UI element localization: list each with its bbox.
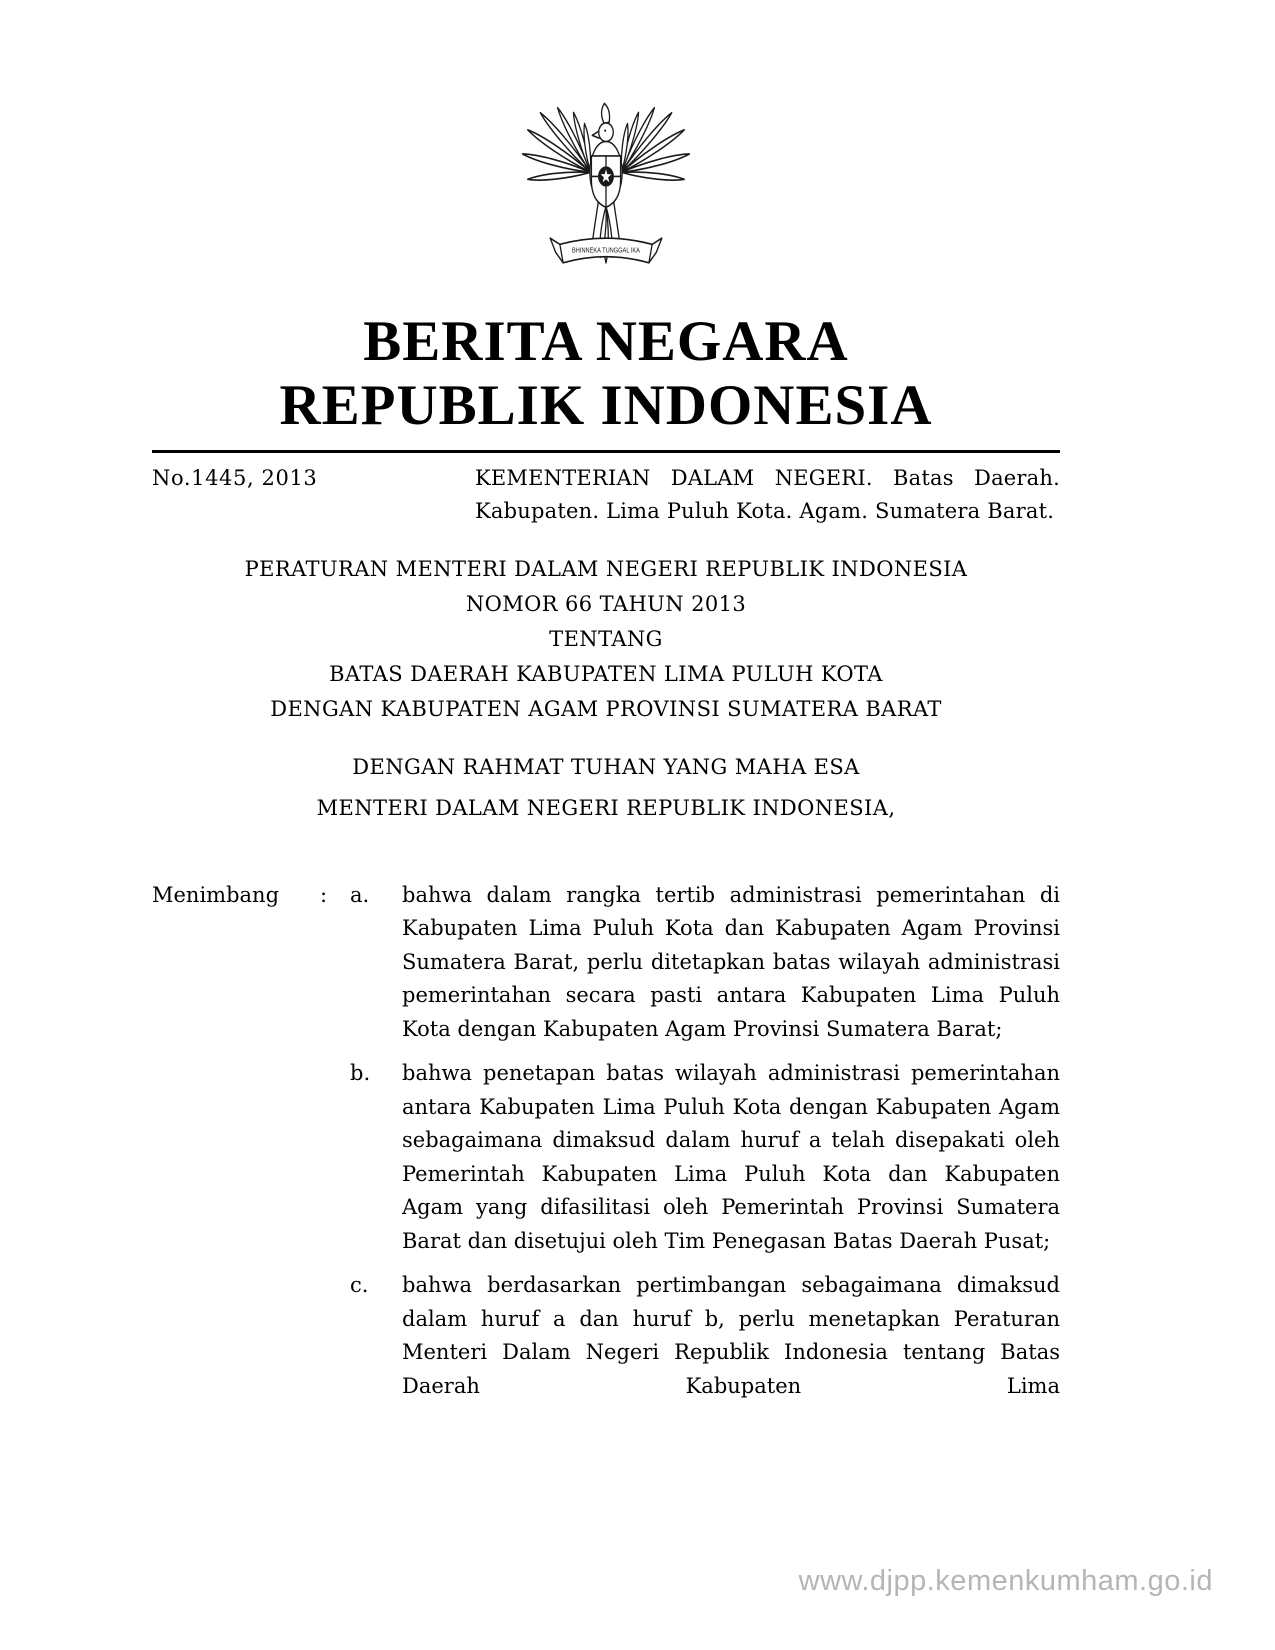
considerations-label: Menimbang bbox=[152, 882, 280, 907]
consideration-letter: a. bbox=[350, 882, 370, 907]
masthead-rule bbox=[152, 450, 1060, 453]
consideration-item-b bbox=[350, 1057, 1060, 1258]
consideration-text: bahwa berdasarkan pertimbangan sebagaimana dimaksud dalam huruf a dan huruf b, perlu menetapkan Peraturan Menteri Dalam Negeri Republik Indonesia tentang Batas Daerah Kabupaten Lima bbox=[402, 1273, 1060, 1398]
footer-watermark: www.djpp.kemenkumham.go.id bbox=[798, 1565, 1213, 1597]
regulation-subject-line2: DENGAN KABUPATEN AGAM PROVINSI SUMATERA BARAT bbox=[270, 696, 942, 721]
tentang-label: TENTANG bbox=[549, 626, 663, 651]
gazette-subject: KEMENTERIAN DALAM NEGERI. Batas Daerah. Kabupaten. Lima Puluh Kota. Agam. Sumatera Barat. bbox=[475, 465, 1060, 523]
consideration-letter: c. bbox=[350, 1273, 369, 1298]
masthead-title-line2: REPUBLIK INDONESIA bbox=[279, 373, 933, 437]
invocation-block bbox=[152, 747, 1060, 829]
emblem-motto: BHINNEKA TUNGGAL IKA bbox=[572, 247, 640, 255]
consideration-text: bahwa dalam rangka tertib administrasi pemerintahan di Kabupaten Lima Puluh Kota dan Kabupaten Agam Provinsi Sumatera Barat, perlu ditetapkan batas wilayah administrasi pemerintahan secara pasti antara Kabupaten Lima Puluh Kota dengan Kabupaten Agam Provinsi Sumatera Barat; bbox=[402, 882, 1060, 1041]
regulation-title-block bbox=[152, 552, 1060, 727]
gazette-number: No.1445, 2013 bbox=[152, 465, 318, 490]
emblem-container bbox=[152, 0, 1060, 272]
gazette-masthead bbox=[152, 310, 1060, 438]
masthead-title-line1: BERITA NEGARA bbox=[363, 310, 849, 373]
considerations-section bbox=[152, 879, 1060, 1415]
invocation-line1: DENGAN RAHMAT TUHAN YANG MAHA ESA bbox=[352, 754, 860, 779]
garuda-pancasila-icon bbox=[521, 88, 691, 268]
consideration-item-c bbox=[350, 1269, 1060, 1403]
considerations-items bbox=[350, 879, 1060, 1415]
invocation-line2: MENTERI DALAM NEGERI REPUBLIK INDONESIA, bbox=[316, 795, 896, 820]
regulation-number-line: NOMOR 66 TAHUN 2013 bbox=[465, 591, 747, 616]
consideration-item-a bbox=[350, 879, 1060, 1047]
regulation-title-line1: PERATURAN MENTERI DALAM NEGERI REPUBLIK INDONESIA bbox=[244, 556, 968, 581]
consideration-letter: b. bbox=[350, 1061, 371, 1086]
regulation-subject-line1: BATAS DAERAH KABUPATEN LIMA PULUH KOTA bbox=[329, 661, 883, 686]
consideration-text: bahwa penetapan batas wilayah administrasi pemerintahan antara Kabupaten Lima Puluh Kota dengan Kabupaten Agam sebagaimana dimaksud dalam huruf a telah disepakati oleh Pemerintah Kabupaten Lima Puluh Kota dan Kabupaten Agam yang difasilitasi oleh Pemerintah Provinsi Sumatera Barat dan disetujui oleh Tim Penegasan Batas Daerah Pusat; bbox=[402, 1061, 1060, 1253]
gazette-header-row bbox=[152, 462, 1060, 528]
considerations-separator: : bbox=[320, 882, 328, 907]
